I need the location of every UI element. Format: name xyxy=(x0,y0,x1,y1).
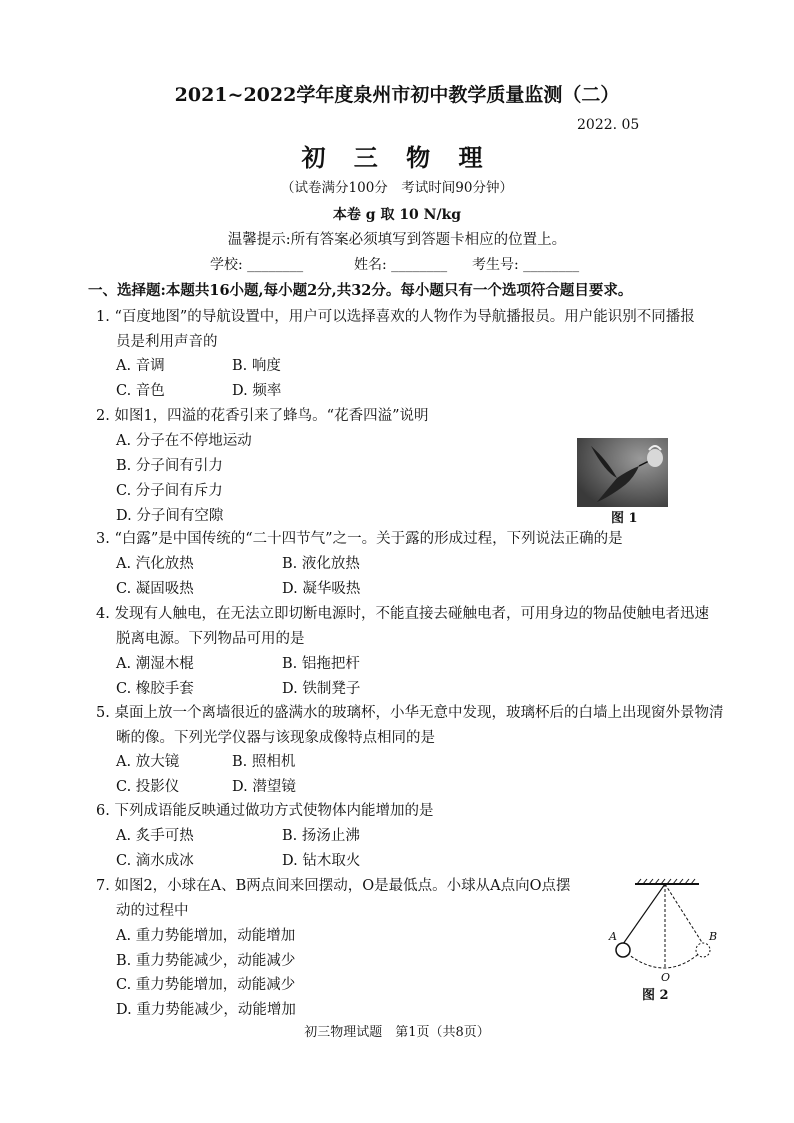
question-1-line-2: 员是利用声音的 xyxy=(116,334,218,350)
gravity-constant-line: 本卷 g 取 10 N/kg xyxy=(332,207,462,223)
score-time-line: （试卷满分100分 考试时间90分钟） xyxy=(281,180,513,196)
question-5-line-1: 5. 桌面上放一个离墙很近的盛满水的玻璃杯，小华无意中发现，玻璃杯后的白墙上出现窗外景物清 xyxy=(96,705,724,721)
question-5-option-c: C. 投影仪 xyxy=(116,779,180,795)
question-4-line-1: 4. 发现有人触电，在无法立即切断电源时，不能直接去碰触电者，可用身边的物品使触电者迅速 xyxy=(96,606,709,622)
question-4-line-2: 脱离电源。下列物品可用的是 xyxy=(116,631,305,647)
question-3-option-c: C. 凝固吸热 xyxy=(116,581,194,597)
question-2-line-1: 2. 如图1，四溢的花香引来了蜂鸟。“花香四溢”说明 xyxy=(96,408,429,424)
question-7-option-b: B. 重力势能减少，动能减少 xyxy=(116,953,296,969)
label-o: O xyxy=(661,971,671,982)
question-1-option-d: D. 频率 xyxy=(232,383,282,399)
question-4-option-a: A. 潮湿木棍 xyxy=(116,656,194,672)
school-field: 学校: ________ xyxy=(210,257,304,273)
label-b: B xyxy=(709,930,718,943)
question-6-option-a: A. 炙手可热 xyxy=(116,828,194,844)
question-4-option-b: B. 铝拖把杆 xyxy=(282,656,360,672)
question-4-option-d: D. 铁制凳子 xyxy=(282,681,361,697)
pendulum-diagram xyxy=(605,878,721,982)
question-7-option-c: C. 重力势能增加，动能减少 xyxy=(116,977,296,993)
question-5-option-a: A. 放大镜 xyxy=(116,754,180,770)
question-7-line-1: 7. 如图2，小球在A、B两点间来回摆动，O是最低点。小球从A点向O点摆 xyxy=(96,878,571,894)
figure-2-caption: 图 2 xyxy=(642,988,669,1003)
question-4-option-c: C. 橡胶手套 xyxy=(116,681,194,697)
section-heading: 一、选择题:本题共16小题,每小题2分,共32分。每小题只有一个选项符合题目要求。 xyxy=(88,282,633,299)
name-field: 姓名: ________ xyxy=(354,257,448,273)
subject-title: 初 三 物 理 xyxy=(301,143,493,172)
question-6-option-b: B. 扬汤止沸 xyxy=(282,828,360,844)
question-1-option-c: C. 音色 xyxy=(116,383,165,399)
question-1-option-b: B. 响度 xyxy=(232,358,281,374)
question-2-option-a: A. 分子在不停地运动 xyxy=(116,433,252,449)
student-info-line xyxy=(210,258,579,272)
question-2-option-b: B. 分子间有引力 xyxy=(116,458,223,474)
figure-1-caption: 图 1 xyxy=(611,511,638,526)
question-3-option-b: B. 液化放热 xyxy=(282,556,360,572)
label-a: A xyxy=(609,930,617,943)
question-7-option-a: A. 重力势能增加，动能增加 xyxy=(116,928,296,944)
question-1-option-a: A. 音调 xyxy=(116,358,165,374)
question-3-line-1: 3. “白露”是中国传统的“二十四节气”之一。关于露的形成过程，下列说法正确的是 xyxy=(96,531,623,547)
question-6-option-c: C. 滴水成冰 xyxy=(116,853,194,869)
question-6-line-1: 6. 下列成语能反映通过做功方式使物体内能增加的是 xyxy=(96,803,434,819)
page-footer: 初三物理试题 第1页（共8页） xyxy=(304,1025,490,1040)
exam-number-field: 考生号: ________ xyxy=(472,257,580,273)
question-3-option-d: D. 凝华吸热 xyxy=(282,581,361,597)
question-3-option-a: A. 汽化放热 xyxy=(116,556,194,572)
exam-title: 2021~2022学年度泉州市初中教学质量监测（二） xyxy=(174,84,620,106)
question-5-option-d: D. 潜望镜 xyxy=(232,779,296,795)
question-2-option-d: D. 分子间有空隙 xyxy=(116,508,224,524)
hummingbird-photo xyxy=(577,438,668,507)
question-5-option-b: B. 照相机 xyxy=(232,754,296,770)
question-2-option-c: C. 分子间有斥力 xyxy=(116,483,223,499)
exam-date: 2022. 05 xyxy=(577,117,640,133)
question-6-option-d: D. 钻木取火 xyxy=(282,853,361,869)
question-1-line-1: 1. “百度地图”的导航设置中，用户可以选择喜欢的人物作为导航播报员。用户能识别不同播报 xyxy=(96,309,695,325)
question-5-line-2: 晰的像。下列光学仪器与该现象成像特点相同的是 xyxy=(116,730,435,746)
answer-tip: 温馨提示:所有答案必须填写到答题卡相应的位置上。 xyxy=(227,232,567,248)
question-7-option-d: D. 重力势能减少，动能增加 xyxy=(116,1002,296,1018)
question-7-line-2: 动的过程中 xyxy=(116,903,189,919)
